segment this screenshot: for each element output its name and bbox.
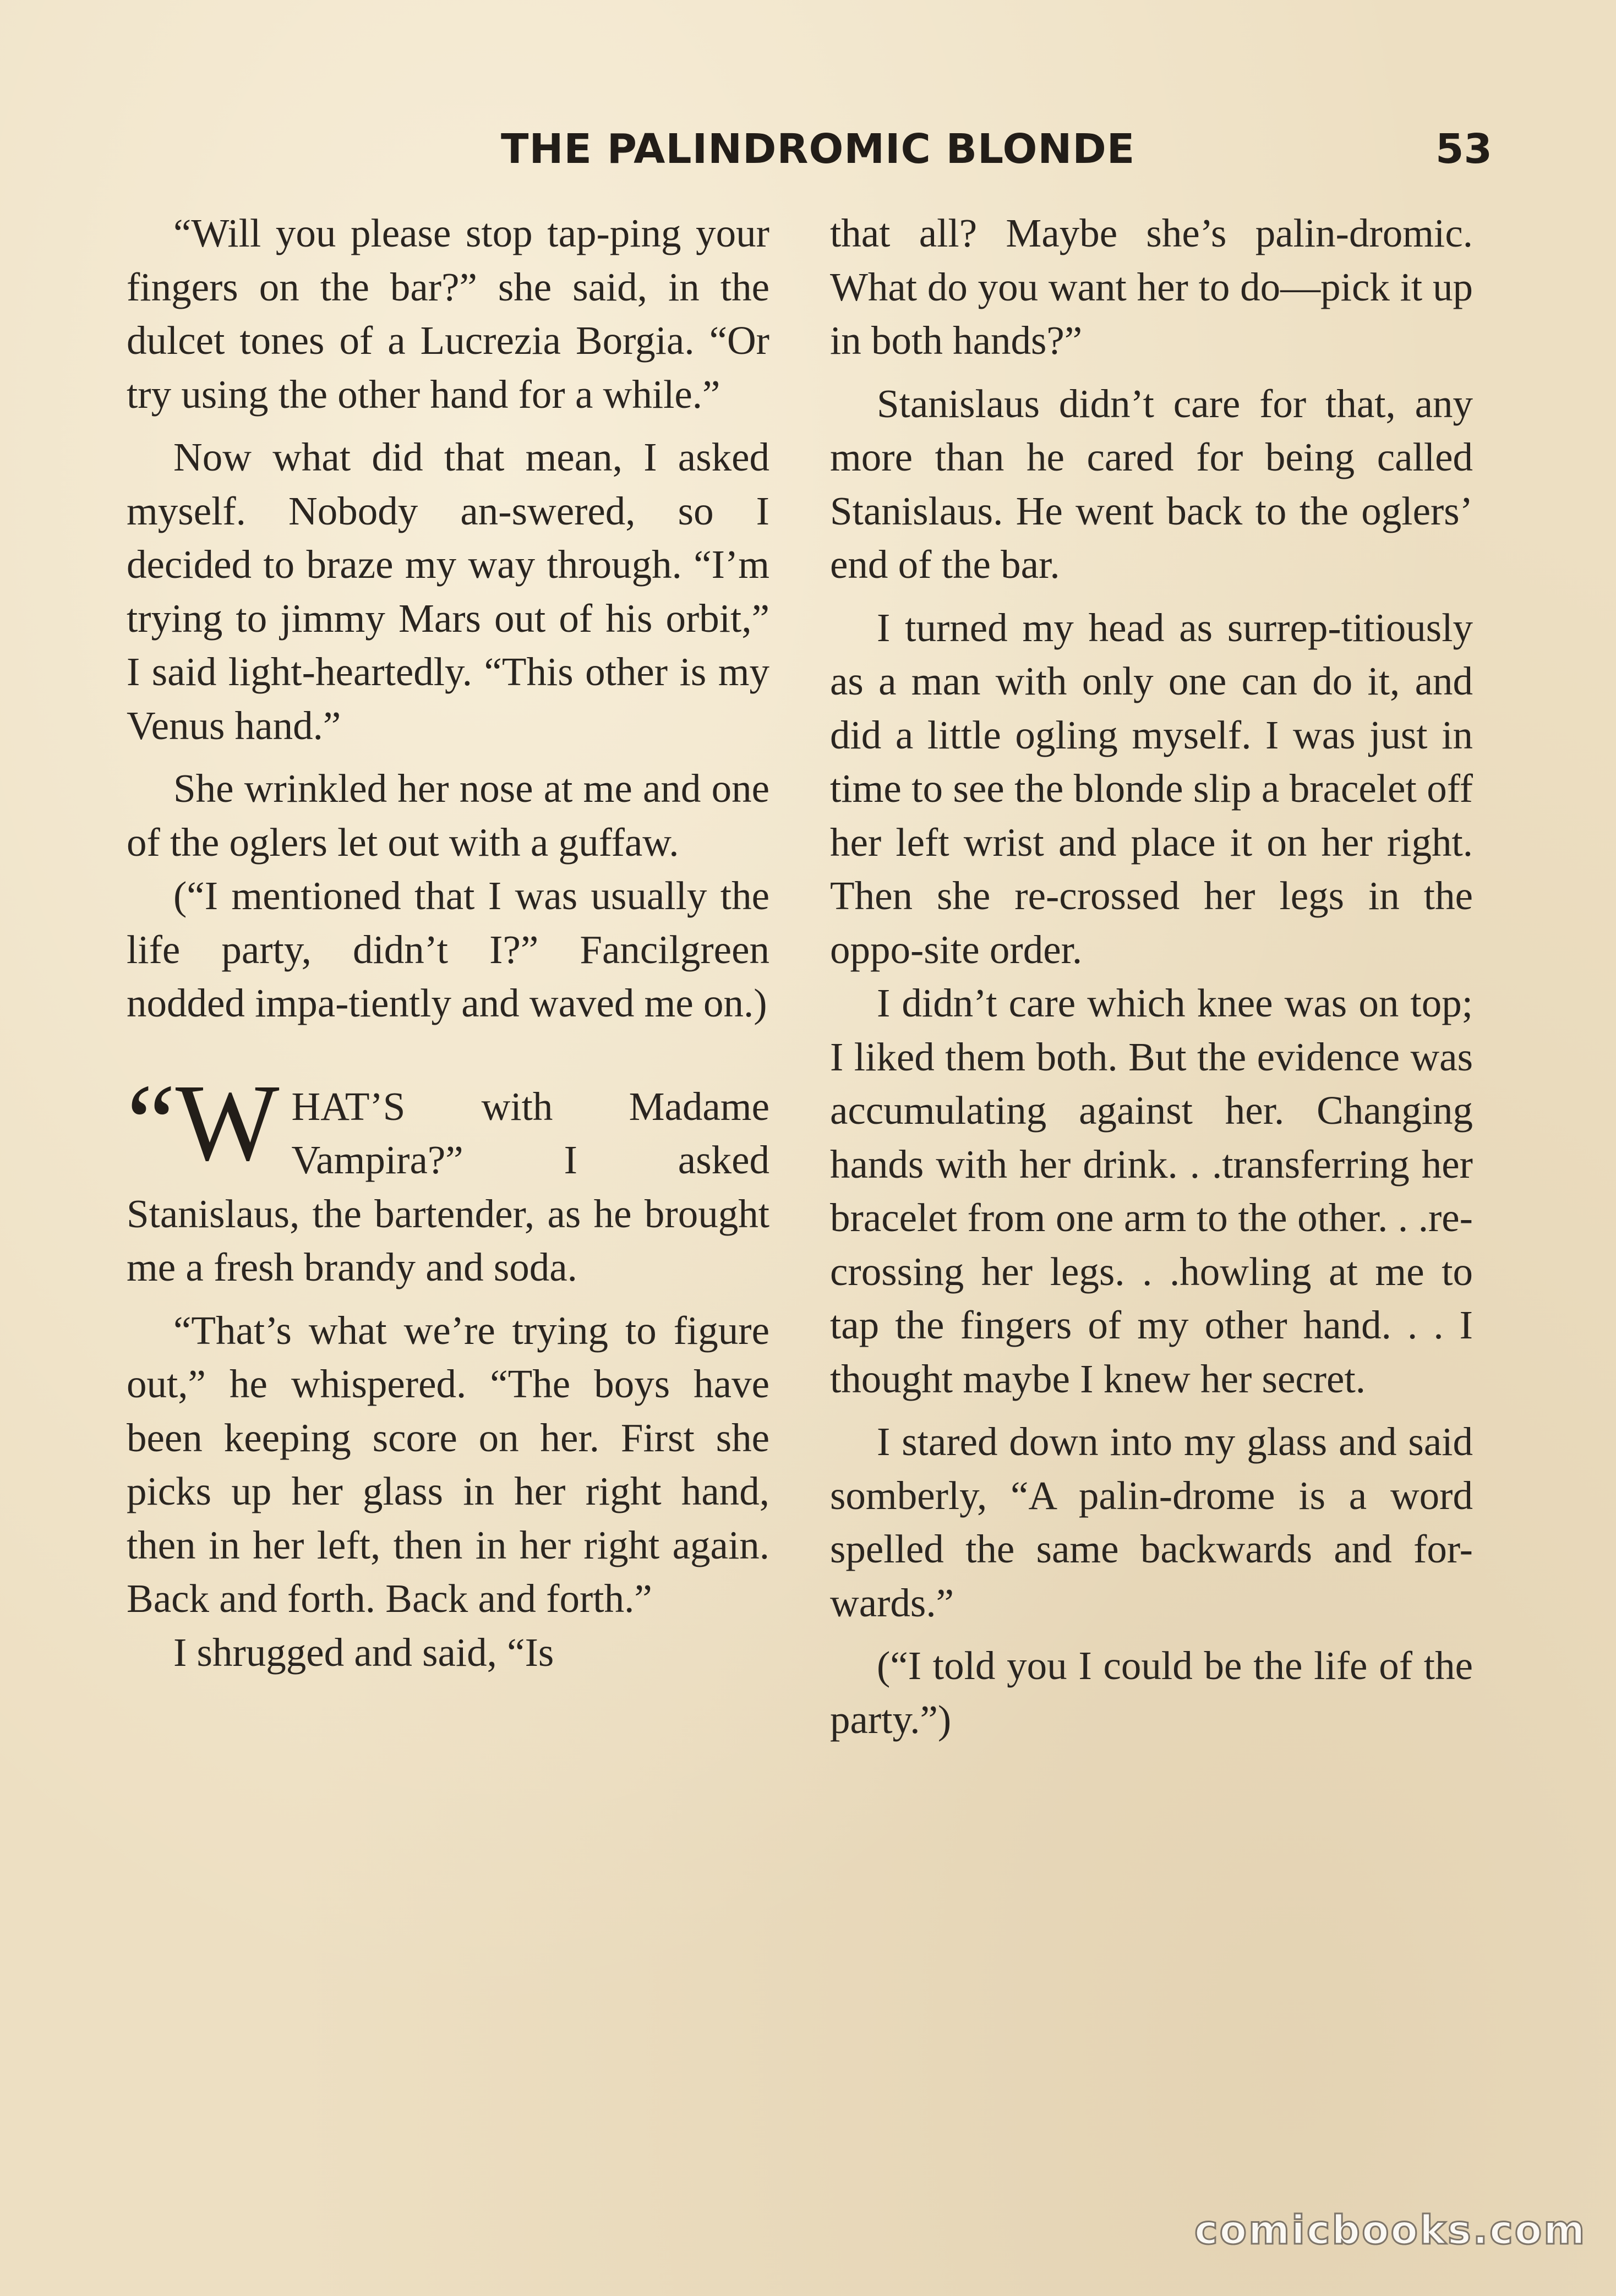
right-column — [830, 206, 1473, 1746]
paragraph: I turned my head as surrep-titiously as a man with only one can do it, and did a little ogling myself. I was just in time to see the blonde slip a bracelet off her left wrist and place it on her right. Then she re-crossed her legs in the oppo-site order. — [830, 605, 1473, 972]
watermark-logo: comicbooks.com — [1194, 2207, 1587, 2253]
paragraph: Stanislaus didn’t care for that, any more than he cared for being called Stanislaus. He went back to the oglers’ end of the bar. — [830, 381, 1473, 587]
page-number: 53 — [1435, 125, 1492, 173]
paragraph: (“I mentioned that I was usually the life party, didn’t I?” Fancilgreen nodded impa-tiently and waved me on.) — [127, 873, 769, 1025]
paragraph: (“I told you I could be the life of the party.”) — [830, 1643, 1473, 1742]
paragraph: that all? Maybe she’s palin-dromic. What do you want her to do—pick it up in both hands?” — [830, 211, 1473, 363]
running-head: THE PALINDROMIC BLONDE — [501, 125, 1135, 173]
left-column — [127, 206, 769, 1679]
paragraph: Now what did that mean, I asked myself. Nobody an-swered, so I decided to braze my way through. “I’m trying to jimmy Mars out of his orbit,” I said light-heartedly. “This other is my Venus hand.” — [127, 435, 769, 748]
paragraph-text: HAT’S with Madame Vampira?” I asked Stanislaus, the bartender, as he brought me a fresh brandy and soda. — [127, 1084, 769, 1289]
paragraph: “That’s what we’re trying to figure out,” he whispered. “The boys have been keeping score on her. First she picks up her glass in her right hand, then in her left, then in her right again. Back and forth. Back and forth.” — [127, 1308, 769, 1621]
drop-cap: “W — [127, 1062, 280, 1184]
paragraph: She wrinkled her nose at me and one of the oglers let out with a guffaw. — [127, 766, 769, 865]
paragraph: “Will you please stop tap-ping your fingers on the bar?” she said, in the dulcet tones of a Lucrezia Borgia. “Or try using the other hand for a while.” — [127, 211, 769, 417]
paragraph: I shrugged and said, “Is — [173, 1630, 554, 1675]
paragraph: I stared down into my glass and said somberly, “A palin-drome is a word spelled the same backwards and for-wards.” — [830, 1419, 1473, 1625]
paragraph: I didn’t care which knee was on top; I liked them both. But the evidence was accumulating against her. Changing hands with her drink. . .transferring her bracelet from one arm to the other. . .re-crossing her legs. . .howling at me to tap the fingers of my other hand. . . I thought maybe I knew her secret. — [830, 981, 1473, 1401]
section-opening-paragraph — [127, 1062, 769, 1294]
